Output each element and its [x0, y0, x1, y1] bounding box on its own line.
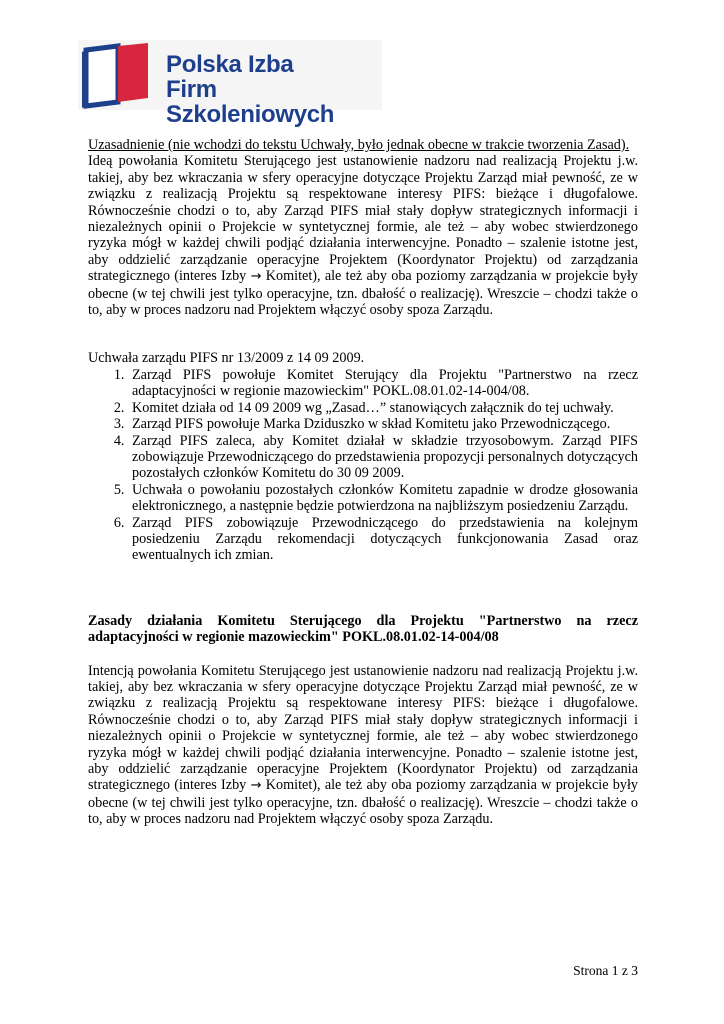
list-item: 4. Zarząd PIFS zaleca, aby Komitet działał w składzie trzyosobowym. Zarząd PIFS zobowiązuje Przewodniczącego do przedstawienia propozycji personalnych dotyczących pozostałych członków Komitetu do 30 09 2009. [128, 433, 638, 482]
list-item: 2. Komitet działa od 14 09 2009 wg „Zasad…” stanowiących załącznik do tej uchwały. [128, 400, 638, 416]
justification-text-b: Komitet), ale też aby oba poziomy zarządzania w projekcie były obecne (w tej chwili jest tylko operacyjne, tzn. dbałość o realizację). Wreszcie – chodzi także o to, aby w proces nadzoru nad Projektem włączyć osoby spoza Zarządu. [88, 268, 639, 319]
justification-text-a: Ideą powołania Komitetu Sterującego jest ustanowienie nadzoru nad realizacją Projektu j.w. takiej, aby bez wkraczania w sfery operacyjne dotyczące Projektu Zarząd miał pewność, ze w związku z realizacją Projektu są respektowane interesy PIFS: bieżące i długofalowe. Równocześnie chodzi o to, aby Zarząd PIFS miał stały dopływ strategicznych informacji i niezależnych opinii o Projekcie w syntetycznej formie, ale też – aby wobec stwierdzonego ryzyka mógł w każdej chwili podjąć działania interwencyjne. Ponadto – szalenie istotne jest, aby oddzielić zarządzanie operacyjne Projektem (Koordynator Projektu) od zarządzania strategicznego (interes Izby [88, 153, 638, 285]
justification-heading: Uzasadnienie (nie wchodzi do tekstu Uchwały, było jednak obecne w trakcie tworzenia Zasad). [88, 137, 630, 153]
list-item: 3. Zarząd PIFS powołuje Marka Dziduszko w skład Komitetu jako Przewodniczącego. [128, 416, 638, 432]
arrow-icon: → [250, 778, 262, 794]
rules-text-a: Intencją powołania Komitetu Sterującego jest ustanowienie nadzoru nad realizacją Projektu j.w. takiej, aby bez wkraczania w sfery operacyjne dotyczące Projektu Zarząd miał pewność, ze w związku z realizacją Projektu są respektowane interesy PIFS: bieżące i długofalowe. Równocześnie chodzi o to, aby Zarząd PIFS miał stały dopływ strategicznych informacji i niezależnych opinii o Projekcie w syntetycznej formie, ale też – aby wobec stwierdzonego ryzyka mógł w każdej chwili podjąć działania interwencyjne. Ponadto – szalenie istotne jest, aby oddzielić zarządzanie operacyjne Projektem (Koordynator Projektu) od zarządzania strategicznego (interes Izby [88, 662, 638, 794]
resolution-list [88, 367, 638, 564]
justification-paragraph [88, 153, 638, 318]
resolution-title: Uchwała zarządu PIFS nr 13/2009 z 14 09 2009. [88, 350, 365, 367]
rules-text-b: Komitet), ale też aby oba poziomy zarządzania w projekcie były obecne (w tej chwili jest tylko operacyjne, tzn. dbałość o realizację). Wreszcie – chodzi także o to, aby w proces nadzoru nad Projektem włączyć osoby spoza Zarządu. [88, 777, 639, 828]
rules-heading: Zasady działania Komitetu Sterującego dla Projektu "Partnerstwo na rzecz adaptacyjności w regionie mazowieckim" POKL.08.01.02-14-004/08 [88, 612, 638, 646]
list-item: 5. Uchwała o powołaniu pozostałych członków Komitetu zapadnie w drodze głosowania elektronicznego, a następnie będzie potwierdzona na najbliższym posiedzeniu Zarządu. [128, 482, 638, 515]
logo-line-2: Firm Szkoleniowych [166, 76, 335, 128]
document-body [88, 137, 638, 828]
page-number: Strona 1 z 3 [573, 963, 638, 978]
list-item: 6. Zarząd PIFS zobowiązuje Przewodniczącego do przedstawienia na kolejnym posiedzeniu Zarządu rekomendacji dotyczących funkcjonowania Zasad oraz ewentualnych ich zmian. [128, 515, 638, 564]
logo-wordmark [166, 52, 382, 127]
arrow-icon: → [250, 269, 262, 285]
pifs-logo [78, 40, 382, 128]
list-item: 1. Zarząd PIFS powołuje Komitet Sterujący dla Projektu "Partnerstwo na rzecz adaptacyjności w regionie mazowieckim" POKL.08.01.02-14-004/08. [128, 367, 638, 400]
book-logo-icon [78, 40, 164, 110]
rules-paragraph [88, 663, 638, 828]
logo-line-1: Polska Izba [166, 51, 294, 78]
